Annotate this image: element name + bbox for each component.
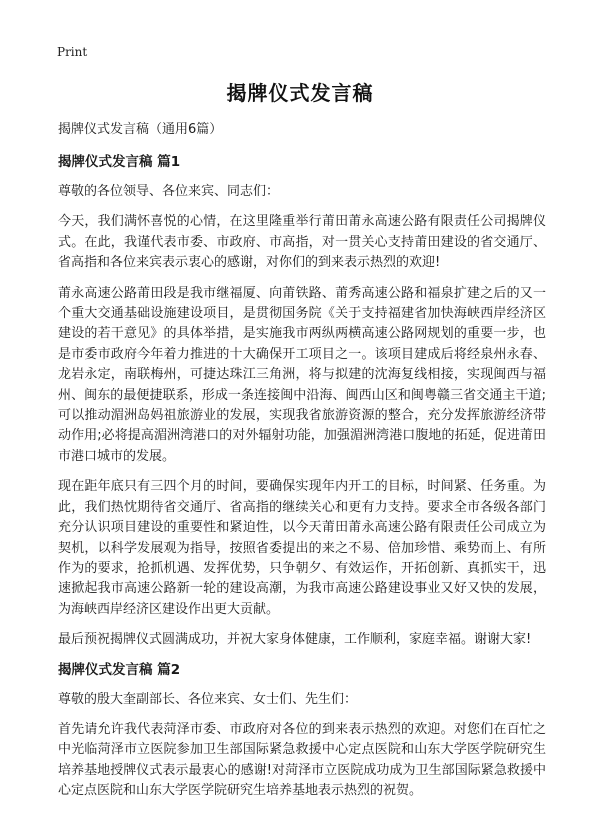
- section-heading: 揭牌仪式发言稿 篇2: [58, 661, 181, 678]
- page-title: 揭牌仪式发言稿: [226, 81, 374, 105]
- paragraph: 莆永高速公路莆田段是我市继福厦、向莆铁路、莆秀高速公路和福泉扩建之后的又一个重大交通基础设施建设项目，是贯彻国务院《关于支持福建省加快海峡西岸经济区建设的若干意见》的具体举措，是实施我市两纵两横高速公路网规划的重要一步，也是市委市政府今年着力推进的十大确保开工项目之一。该项目建成后将经泉州永春、龙岩永定，南联梅州，可捷达珠江三角洲，将与拟建的沈海复线相接，实现闽西与福州、闽东的最便捷联系，形成一条连接闽中沿海、闽西山区和闽粤赣三省交通主干道;可以推动湄洲岛妈祖旅游业的发展，实现我省旅游资源的整合，充分发挥旅游经济带动作用;必将提高湄洲湾港口的对外辐射功能，加强湄洲湾港口腹地的拓延，促进莆田市港口城市的发展。: [58, 285, 546, 464]
- document-body: [58, 120, 546, 812]
- paragraph: 尊敬的各位领导、各位来宾、同志们：: [58, 184, 280, 199]
- section-2: [58, 660, 546, 802]
- paragraph: 最后预祝揭牌仪式圆满成功，并祝大家身体健康，工作顺利，家庭幸福。谢谢大家!: [58, 632, 532, 648]
- paragraph: 现在距年底只有三四个月的时间，要确保实现年内开工的目标，时间紧、任务重。为此，我们热忱期待省交通厅、省高指的继续关心和更有力支持。要求全市各级各部门充分认识项目建设的重要性和紧迫性，以今天莆田莆永高速公路有限责任公司成立为契机，以科学发展观为指导，按照省委提出的来之不易、倍加珍惜、乘势而上、有所作为的要求，抢抓机遇、发挥优势，只争朝夕、有效运作，开拓创新、真抓实干，迅速掀起我市高速公路新一轮的建设高潮，为我市高速公路建设事业又好又快的发展，为海峡西岸经济区建设作出更大贡献。: [58, 479, 546, 617]
- section-heading: 揭牌仪式发言稿 篇1: [58, 154, 181, 170]
- section-1: [58, 152, 546, 651]
- paragraph: 今天，我们满怀喜悦的心情，在这里隆重举行莆田莆永高速公路有限责任公司揭牌仪式。在此，我谨代表市委、市政府、市高指，对一贯关心支持莆田建设的省交通厅、省高指和各位来宾表示衷心的感谢，对你们的到来表示热烈的欢迎!: [58, 214, 546, 271]
- print-link[interactable]: Print: [57, 45, 88, 59]
- paragraph: 尊敬的殷大奎副部长、各位来宾、女士们、先生们：: [58, 691, 358, 707]
- paragraph: 首先请允许我代表菏泽市委、市政府对各位的到来表示热烈的欢迎。对您们在百忙之中光临菏泽市立医院参加卫生部国际紧急救援中心定点医院和山东大学医学院研究生培养基地授牌仪式表示最衷心的感谢!对菏泽市立医院成功成为卫生部国际紧急救援中心定点医院和山东大学医学院研究生培养基地表示热烈的祝贺。: [58, 721, 546, 799]
- document-subtitle: 揭牌仪式发言稿（通用6篇）: [58, 122, 223, 137]
